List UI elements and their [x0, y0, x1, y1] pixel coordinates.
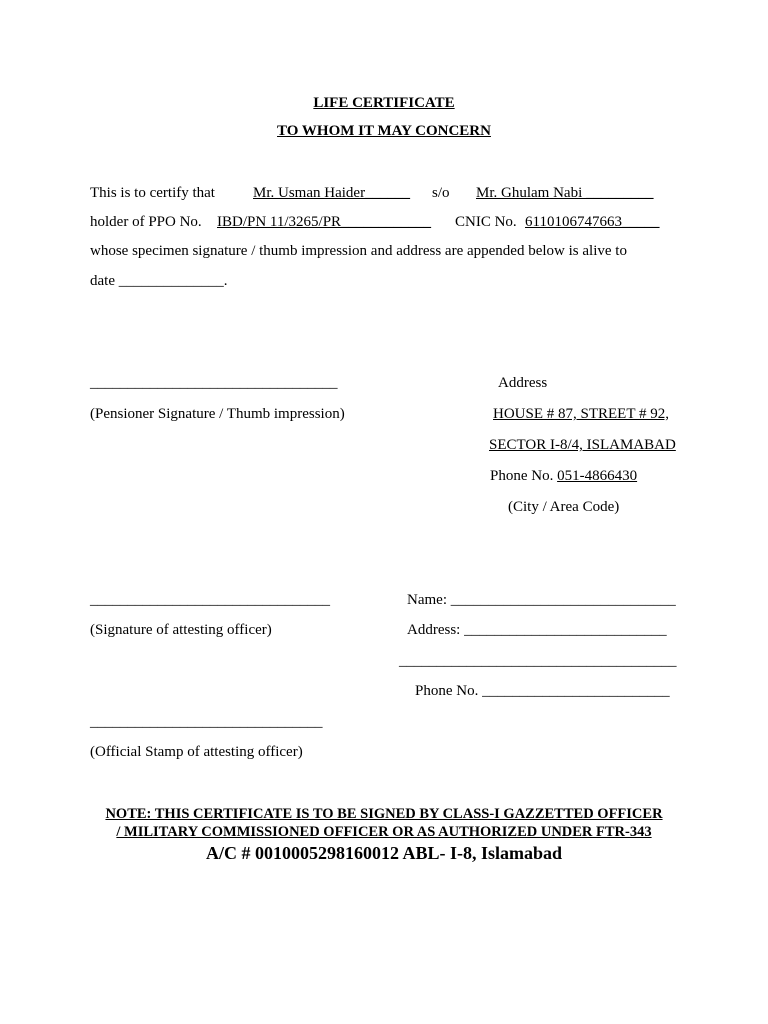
phone-row	[490, 467, 637, 485]
note-line-2: / MILITARY COMMISSIONED OFFICER OR AS AUTHORIZED UNDER FTR-343	[116, 824, 652, 840]
pensioner-name: Mr. Usman Haider______	[253, 185, 411, 201]
phone-value: 051-4866430	[557, 468, 638, 484]
cnic-label: CNIC No.	[455, 214, 517, 230]
ppo-prefix: holder of PPO No.	[90, 214, 202, 230]
so-label: s/o	[432, 185, 450, 201]
phone-label: Phone No.	[490, 468, 554, 484]
address-line-1: HOUSE # 87, STREET # 92,	[493, 406, 669, 422]
certify-line3: whose specimen signature / thumb impression and address are appended below is alive to	[90, 243, 627, 259]
certify-prefix: This is to certify that	[90, 185, 215, 201]
cnic-number: 6110106747663_____	[525, 214, 660, 230]
account-number: A/C # 0010005298160012 ABL- I-8, Islamabad	[205, 843, 563, 863]
certify-date-line: date ______________.	[90, 273, 228, 289]
pensioner-signature-line: _________________________________	[90, 375, 338, 391]
attesting-name-field: Name: ______________________________	[407, 592, 676, 608]
phone-caption: (City / Area Code)	[508, 499, 620, 515]
attesting-signature-caption: (Signature of attesting officer)	[90, 622, 272, 638]
attesting-address-line-2: _____________________________________	[399, 653, 677, 669]
pensioner-signature-caption: (Pensioner Signature / Thumb impression)	[90, 406, 345, 422]
ppo-number: IBD/PN 11/3265/PR____________	[217, 214, 432, 230]
father-name: Mr. Ghulam Nabi _________	[476, 185, 654, 201]
address-label: Address	[498, 375, 548, 391]
address-line-2: SECTOR I-8/4, ISLAMABAD	[489, 437, 676, 453]
note-line-1: NOTE: THIS CERTIFICATE IS TO BE SIGNED BY CLASS-I GAZZETTED OFFICER	[105, 806, 663, 822]
attesting-address-field: Address: ___________________________	[407, 622, 667, 638]
attesting-signature-line: ________________________________	[90, 592, 330, 608]
attesting-phone-field: Phone No. _________________________	[415, 683, 670, 699]
official-stamp-line: _______________________________	[90, 714, 323, 730]
official-stamp-caption: (Official Stamp of attesting officer)	[90, 744, 303, 760]
document-title: LIFE CERTIFICATE	[313, 95, 455, 111]
document-subtitle: TO WHOM IT MAY CONCERN	[277, 123, 491, 139]
